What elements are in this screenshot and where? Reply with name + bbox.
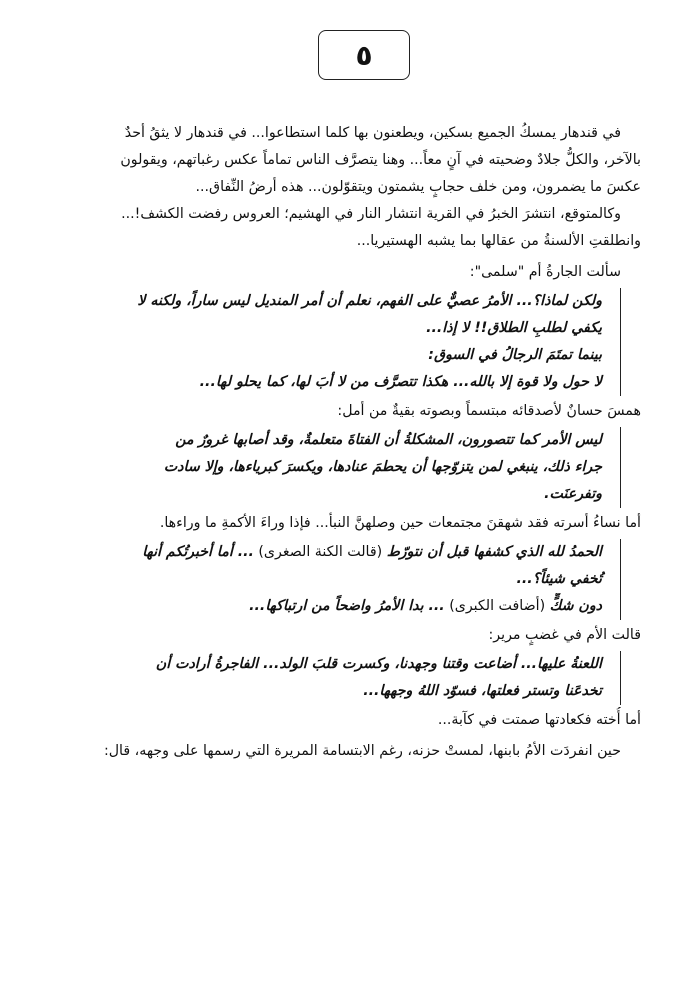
quote-block — [34, 288, 621, 396]
quote-line — [34, 539, 610, 566]
quote-text: الحمدُ لله الذي كشفها قبل أن نتورّط — [386, 544, 602, 560]
quote-line — [34, 593, 610, 620]
paragraph-1 — [34, 120, 641, 201]
page-number: ٥ — [355, 38, 373, 72]
quote-line: ولكن لماذا؟... الأمرُ عصيٌّ على الفهم، نعلم أن أمر المنديل ليس ساراً، ولكنه لا — [137, 293, 602, 309]
quote-block — [34, 539, 621, 620]
paragraph-2 — [34, 201, 641, 255]
quote-text: دون شكٍّ — [549, 598, 602, 614]
speaker-note: (قالت الكنة الصغرى) — [258, 544, 383, 560]
quote-block — [34, 651, 621, 705]
text-line: بالآخر، والكلُّ جلادٌ وضحيته في آنٍ معاً... وهنا يتصرَّف الناس تماماً عكس رغباتهم، ويقولون — [120, 152, 641, 168]
quote-line: وتفرعنَت. — [544, 486, 602, 502]
dialogue-intro: أما نساءُ أسرته فقد شهقنَ مجتمعات حين وصلهنَّ النبأ... فإذا وراءَ الأكمةِ ما وراءها. — [159, 515, 641, 531]
quote-text: ... بدا الأمرُ واضحاً من ارتباكها... — [249, 598, 445, 614]
quote-line: جراء ذلك، ينبغي لمن يتزوّجها أن يحطمَ عنادها، ويكسرَ كبرياءها، وإلا سادت — [163, 459, 602, 475]
quote-line: تُخفي شيئاً؟... — [516, 571, 602, 587]
quote-line: لا حول ولا قوة إلا بالله... هكذا تتصرَّف من لا أبَ لها، كما يحلو لها... — [199, 374, 602, 390]
quote-block — [34, 427, 621, 508]
quote-line: بينما تمتَمَ الرجالُ في السوق: — [428, 347, 602, 363]
dialogue-intro: همسَ حسانٌ لأصدقائه مبتسماً وبصوته بقيةٌ من أمل: — [337, 403, 641, 419]
text-line: وكالمتوقع، انتشرَ الخبرُ في القرية انتشار النار في الهشيم؛ العروس رفضت الكشف!... — [121, 206, 621, 222]
dialogue-intro: قالت الأم في غضبٍ مرير: — [488, 627, 641, 643]
page-number-box — [318, 30, 410, 80]
text-line: وانطلقتِ الألسنةُ من عقالها بما يشبه الهستيريا... — [356, 233, 641, 249]
closing-line: أما أُخته فكعادتها صمتت في كآبة... — [437, 712, 641, 728]
text-line: عكسَ ما يضمرون، ومن خلف حجابٍ يشمتون ويتقوّلون... هذه أرضُ النِّفاق... — [195, 179, 641, 195]
quote-line: اللعنةُ عليها... أضاعت وقتنا وجهدنا، وكسرت قلبَ الولد... الفاجرةُ أرادت أن — [155, 656, 602, 672]
quote-line: ليس الأمر كما تتصورون، المشكلةُ أن الفتاةَ متعلمةٌ، وقد أصابها غرورٌ من — [175, 432, 602, 448]
text-line: في قندهار يمسكُ الجميع بسكين، ويطعنون بها كلما استطاعوا... في قندهار لا يثقُ أحدٌ — [124, 125, 621, 141]
quote-text: ... أما أخبرتُكم أنها — [142, 544, 254, 560]
quote-line: يكفي لطلبِ الطلاق!! لا إذا... — [426, 320, 602, 336]
body-text — [34, 120, 641, 765]
speaker-note: (أضافت الكبرى) — [449, 598, 546, 614]
closing-line: حين انفردَت الأمُ بابنها، لمستْ حزنه، رغم الابتسامة المريرة التي رسمها على وجهه، قال: — [103, 743, 621, 759]
quote-line: تخدعَنا وتستر فعلتها، فسوّد اللهُ وجهها... — [363, 683, 602, 699]
dialogue-intro: سألت الجارةُ أم "سلمى": — [469, 264, 621, 280]
